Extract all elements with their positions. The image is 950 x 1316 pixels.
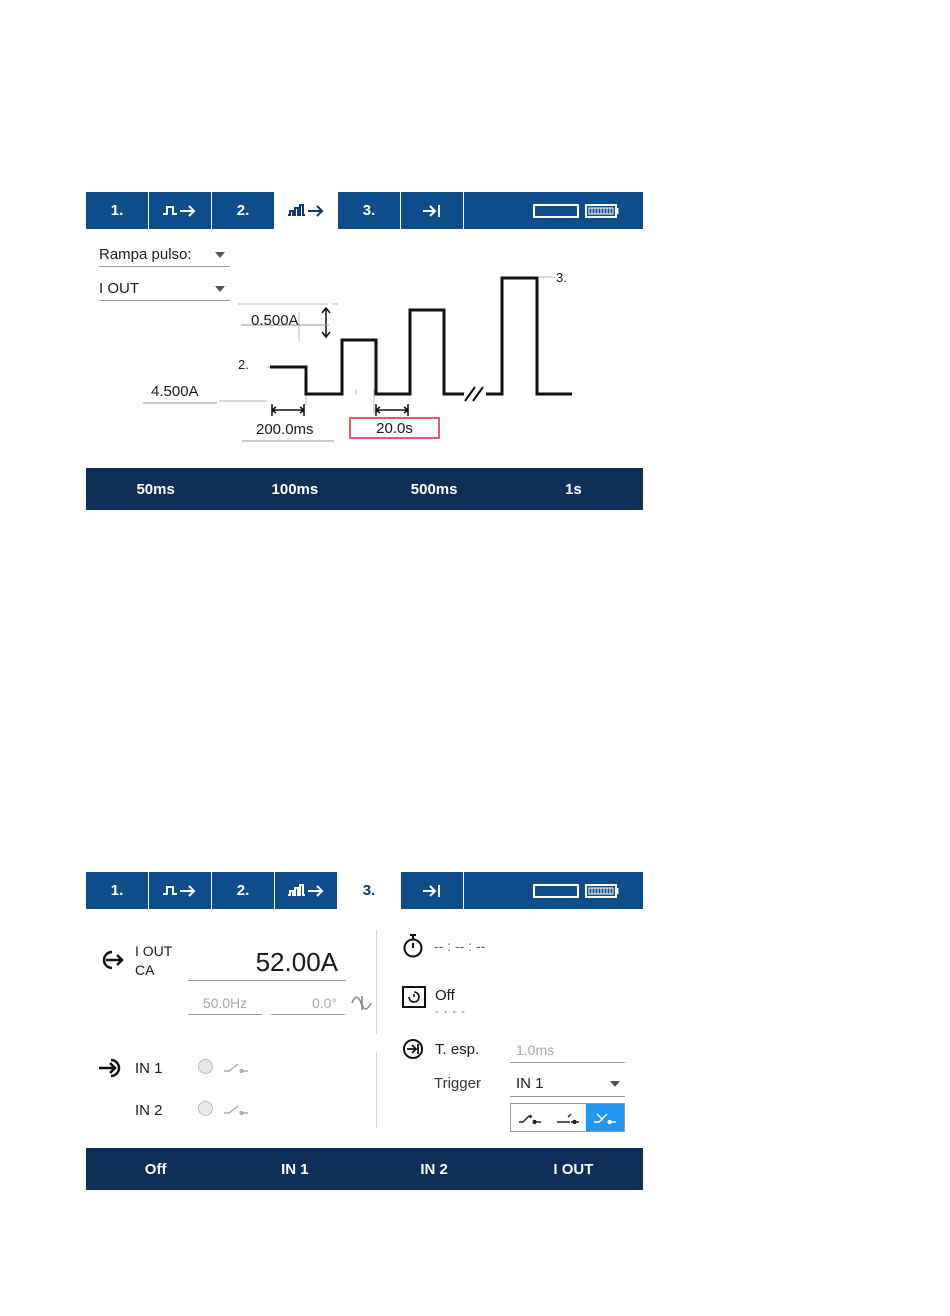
go-to-end-icon bbox=[421, 883, 443, 899]
tab-state-2[interactable]: 2. bbox=[212, 872, 275, 909]
contact-close-icon bbox=[518, 1111, 542, 1125]
pulse-ramp-icon bbox=[287, 203, 325, 219]
tab-state-1[interactable]: 1. bbox=[86, 192, 149, 229]
tab-state-1[interactable]: 1. bbox=[86, 872, 149, 909]
pulse-ramp-panel bbox=[86, 192, 643, 509]
trigger-label: Trigger bbox=[434, 1075, 481, 1092]
phase-value: 0.0° bbox=[311, 995, 337, 1011]
softkey-in-1[interactable]: IN 1 bbox=[281, 1160, 309, 1178]
tab-go-to-end[interactable] bbox=[401, 872, 464, 909]
input-1-status-led bbox=[198, 1059, 213, 1074]
frequency-field[interactable] bbox=[188, 992, 262, 1015]
output-value-field[interactable] bbox=[188, 944, 346, 981]
tab-pulse-ramp[interactable] bbox=[275, 192, 338, 229]
start-value[interactable]: 4.500A bbox=[151, 383, 199, 400]
go-to-end-icon bbox=[421, 203, 443, 219]
tab-step-pulse[interactable] bbox=[149, 872, 212, 909]
output-type: CA bbox=[135, 962, 155, 978]
mode-select-label: Rampa pulso: bbox=[99, 246, 192, 263]
status-area bbox=[464, 192, 643, 229]
softkey-100ms[interactable]: 100ms bbox=[271, 480, 319, 498]
tab-state-3[interactable]: 3. bbox=[338, 192, 401, 229]
softkey-in-2[interactable]: IN 2 bbox=[420, 1160, 448, 1178]
softkey-bar bbox=[86, 1148, 643, 1190]
column-divider bbox=[376, 930, 377, 1034]
time-limit-value[interactable]: Off bbox=[435, 987, 455, 1004]
delay-value: 1.0ms bbox=[516, 1042, 555, 1058]
tab-go-to-end[interactable] bbox=[401, 192, 464, 229]
trigger-mode-group bbox=[510, 1103, 625, 1132]
input-2-status-led bbox=[198, 1101, 213, 1116]
softkey-i-out[interactable]: I OUT bbox=[553, 1160, 594, 1178]
pause-duration-value: 20.0s bbox=[376, 419, 413, 437]
trigger-mode-open[interactable] bbox=[549, 1104, 587, 1131]
input-arrow-icon bbox=[97, 1056, 125, 1080]
output-value: 52.00A bbox=[255, 947, 338, 977]
chevron-down-icon bbox=[610, 1081, 620, 1087]
tab-bar bbox=[86, 872, 643, 909]
delay-label: T. esp. bbox=[435, 1041, 480, 1058]
contact-change-icon bbox=[593, 1111, 617, 1125]
pulse-duration[interactable]: 200.0ms bbox=[256, 421, 314, 438]
softkey-bar bbox=[86, 468, 643, 510]
tab-step-pulse[interactable] bbox=[149, 192, 212, 229]
tab-pulse-ramp[interactable] bbox=[275, 872, 338, 909]
column-divider bbox=[376, 1052, 377, 1128]
trigger-mode-close[interactable] bbox=[511, 1104, 549, 1131]
input-2-label: IN 2 bbox=[135, 1102, 163, 1119]
waveform-settings-icon[interactable] bbox=[351, 994, 373, 1012]
step-value[interactable]: 0.500A bbox=[251, 312, 299, 329]
step-pulse-icon bbox=[162, 203, 198, 219]
input-1-label: IN 1 bbox=[135, 1060, 163, 1077]
battery-icon bbox=[585, 204, 619, 218]
softkey-off[interactable]: Off bbox=[144, 1160, 167, 1178]
phase-field[interactable] bbox=[271, 992, 345, 1015]
input-2-contact-icon bbox=[223, 1103, 249, 1115]
marker-end: 3. bbox=[556, 270, 567, 285]
tab-state-2[interactable]: 2. bbox=[212, 192, 275, 229]
time-limit-sub: - - - - bbox=[435, 1006, 466, 1018]
contact-open-icon bbox=[556, 1111, 580, 1125]
status-area bbox=[464, 872, 643, 909]
softkey-500ms[interactable]: 500ms bbox=[410, 480, 458, 498]
time-limit-icon bbox=[402, 986, 426, 1008]
stopwatch-icon bbox=[402, 933, 424, 959]
output-status-icon bbox=[533, 204, 579, 218]
pause-duration-field[interactable] bbox=[349, 417, 440, 439]
frequency-value: 50.0Hz bbox=[202, 995, 248, 1011]
tab-state-3[interactable]: 3. bbox=[338, 872, 401, 909]
input-1-contact-icon bbox=[223, 1061, 249, 1073]
trigger-mode-change[interactable] bbox=[586, 1104, 624, 1131]
output-arrow-icon bbox=[98, 948, 126, 972]
step-pulse-icon bbox=[162, 883, 198, 899]
delay-icon bbox=[402, 1038, 424, 1060]
softkey-50ms[interactable]: 50ms bbox=[136, 480, 175, 498]
softkey-1s[interactable]: 1s bbox=[565, 480, 582, 498]
delay-field[interactable] bbox=[510, 1038, 625, 1063]
battery-icon bbox=[585, 884, 619, 898]
trigger-select[interactable] bbox=[510, 1071, 625, 1097]
output-name: I OUT bbox=[135, 943, 173, 959]
state-3-panel bbox=[86, 872, 643, 1189]
quantity-select-label: I OUT bbox=[99, 280, 139, 297]
output-status-icon bbox=[533, 884, 579, 898]
marker-start: 2. bbox=[238, 357, 249, 372]
pulse-ramp-icon bbox=[287, 883, 325, 899]
tab-bar bbox=[86, 192, 643, 229]
trigger-select-label: IN 1 bbox=[516, 1075, 544, 1092]
timer-value: -- : -- : -- bbox=[434, 938, 486, 954]
